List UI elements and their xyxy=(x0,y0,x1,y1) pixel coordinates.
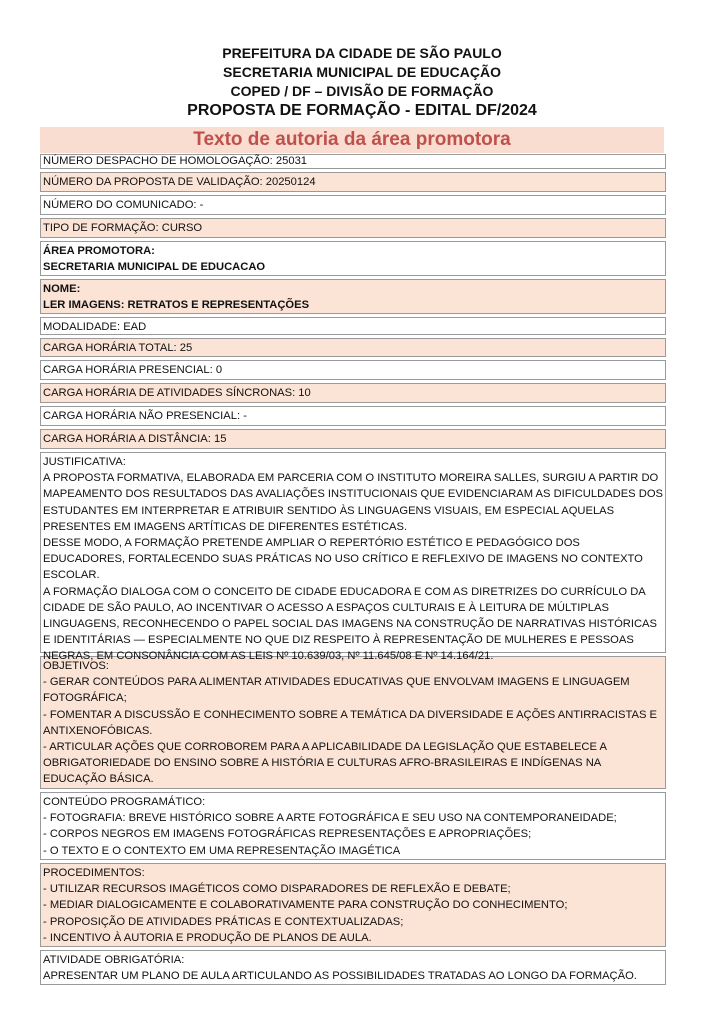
field-modalidade xyxy=(40,317,666,335)
field-carga-presencial xyxy=(40,360,666,380)
objetivos-label: OBJETIVOS: xyxy=(43,660,109,672)
document-title: PROPOSTA DE FORMAÇÃO - EDITAL DF/2024 xyxy=(187,102,537,119)
field-procedimentos xyxy=(40,863,666,947)
field-carga-distancia xyxy=(40,429,666,449)
procedimentos-item: - UTILIZAR RECURSOS IMAGÉTICOS COMO DISPARADORES DE REFLEXÃO E DEBATE; xyxy=(43,883,511,896)
field-proposta xyxy=(40,172,666,192)
field-value: - xyxy=(243,410,247,422)
procedimentos-item: - PROPOSIÇÃO DE ATIVIDADES PRÁTICAS E CONTEXTUALIZADAS; xyxy=(43,915,404,928)
field-value: CURSO xyxy=(161,222,203,234)
field-carga-total xyxy=(40,338,666,357)
justificativa-paragraph: DESSE MODO, A FORMAÇÃO PRETENDE AMPLIAR O REPERTÓRIO ESTÉTICO E PEDAGÓGICO DOS EDUCADORES, FORTALECENDO SUAS PRÁTICAS NO USO CRÍTICO E REFLEXIVO DE IMAGENS NO CONTEXTO ESCOLAR. xyxy=(43,537,643,582)
field-despacho xyxy=(40,154,666,169)
justificativa-label: JUSTIFICATIVA: xyxy=(43,456,126,468)
conteudo-item: - FOTOGRAFIA: BREVE HISTÓRICO SOBRE A ARTE FOTOGRÁFICA E SEU USO NA CONTEMPORANEIDADE; xyxy=(43,812,617,825)
field-label: NÚMERO DESPACHO DE HOMOLOGAÇÃO: xyxy=(43,155,273,167)
field-tipo xyxy=(40,218,666,238)
field-carga-nao-presencial xyxy=(40,406,666,426)
field-label: MODALIDADE: xyxy=(43,321,121,333)
procedimentos-label: PROCEDIMENTOS: xyxy=(43,867,145,879)
field-value: 25 xyxy=(179,342,193,354)
field-label: TIPO DE FORMAÇÃO: xyxy=(43,222,159,234)
atividade-value: APRESENTAR UM PLANO DE AULA ARTICULANDO AS POSSIBILIDADES TRATADAS AO LONGO DA FORMAÇÃO. xyxy=(43,970,637,983)
field-comunicado xyxy=(40,195,666,215)
field-area-promotora xyxy=(40,241,666,276)
field-label: CARGA HORÁRIA NÃO PRESENCIAL: xyxy=(43,410,241,422)
field-carga-sincronas xyxy=(40,383,666,403)
procedimentos-item: - MEDIAR DIALOGICAMENTE E COLABORATIVAMENTE PARA CONSTRUÇÃO DO CONHECIMENTO; xyxy=(43,899,568,912)
document-header xyxy=(0,44,724,121)
field-atividade-obrigatoria xyxy=(40,950,666,985)
objetivos-item: - FOMENTAR A DISCUSSÃO E CONHECIMENTO SOBRE A TEMÁTICA DA DIVERSIDADE E AÇÕES ANTIRRACISTAS E ANTIXENOFÓBICAS. xyxy=(43,708,657,737)
field-nome xyxy=(40,279,666,314)
field-label: NÚMERO DO COMUNICADO: xyxy=(43,199,197,211)
procedimentos-item: - INCENTIVO À AUTORIA E PRODUÇÃO DE PLANOS DE AULA. xyxy=(43,931,372,944)
header-line-prefeitura: PREFEITURA DA CIDADE DE SÃO PAULO xyxy=(222,45,502,61)
objetivos-item: - ARTICULAR AÇÕES QUE CORROBOREM PARA A APLICABILIDADE DA LEGISLAÇÃO QUE ESTABELECE A OBRIGATORIEDADE DO ENSINO SOBRE A HISTÓRIA E CULTURAS AFRO-BRASILEIRAS E INDÍGENAS NA EDUCAÇÃO BÁSICA. xyxy=(43,741,607,786)
conteudo-item: - O TEXTO E O CONTEXTO EM UMA REPRESENTAÇÃO IMAGÉTICA xyxy=(43,844,401,857)
field-label: CARGA HORÁRIA TOTAL: xyxy=(43,342,177,354)
section-subtitle: Texto de autoria da área promotora xyxy=(40,127,664,153)
atividade-label: ATIVIDADE OBRIGATÓRIA: xyxy=(43,954,185,966)
field-value: - xyxy=(199,199,204,211)
field-value: 20250124 xyxy=(265,176,316,188)
field-objetivos xyxy=(40,656,666,789)
header-line-secretaria: SECRETARIA MUNICIPAL DE EDUCAÇÃO xyxy=(223,64,501,80)
field-label: ÁREA PROMOTORA: xyxy=(43,245,155,257)
header-line-coped: COPED / DF – DIVISÃO DE FORMAÇÃO xyxy=(230,83,494,99)
conteudo-label: CONTEÚDO PROGRAMÁTICO: xyxy=(43,796,206,808)
field-justificativa xyxy=(40,452,666,663)
field-label: CARGA HORÁRIA A DISTÂNCIA: xyxy=(43,433,211,445)
field-value: EAD xyxy=(123,321,147,333)
field-value: 25031 xyxy=(275,155,308,167)
field-label: NÚMERO DA PROPOSTA DE VALIDAÇÃO: xyxy=(43,176,263,188)
conteudo-item: - CORPOS NEGROS EM IMAGENS FOTOGRÁFICAS REPRESENTAÇÕES E APROPRIAÇÕES; xyxy=(43,828,532,841)
field-conteudo-programatico xyxy=(40,792,666,860)
field-label: NOME: xyxy=(43,283,81,295)
form-fields xyxy=(40,154,666,988)
field-value: LER IMAGENS: RETRATOS E REPRESENTAÇÕES xyxy=(43,299,310,312)
field-label: CARGA HORÁRIA PRESENCIAL: xyxy=(43,364,213,376)
field-label: CARGA HORÁRIA DE ATIVIDADES SÍNCRONAS: xyxy=(43,387,296,399)
field-value: 0 xyxy=(215,364,223,376)
field-value: SECRETARIA MUNICIPAL DE EDUCACAO xyxy=(43,261,266,274)
field-value: 10 xyxy=(298,387,311,399)
field-value: 15 xyxy=(213,433,227,445)
justificativa-paragraph: A PROPOSTA FORMATIVA, ELABORADA EM PARCERIA COM O INSTITUTO MOREIRA SALLES, SURGIU A PARTIR DO MAPEAMENTO DOS RESULTADOS DAS AVALIAÇÕES INSTITUCIONAIS QUE EVIDENCIARAM AS DIFICULDADES DOS ESTUDANTES EM INTERPRETAR E ATRIBUIR SENTIDO ÀS LINGUAGENS VISUAIS, EM ESPECIAL AQUELAS PRESENTES EM IMAGENS ARTÍTICAS DE DIFERENTES ESTÉTICAS. xyxy=(43,472,663,533)
justificativa-paragraph: A FORMAÇÃO DIALOGA COM O CONCEITO DE CIDADE EDUCADORA E COM AS DIRETRIZES DO CURRÍCULO DA CIDADE DE SÃO PAULO, AO INCENTIVAR O ACESSO A ESPAÇOS CULTURAIS E À LEITURA DE MÚLTIPLAS LINGUAGENS, RECONHECENDO O PAPEL SOCIAL DAS IMAGENS NA CONSTRUÇÃO DE NARRATIVAS HISTÓRICAS E IDENTITÁRIAS — ESPECIALMENTE NO QUE DIZ RESPEITO À REPRESENTAÇÃO DE MULHERES E PESSOAS NEGRAS, EM CONSONÂNCIA COM AS LEIS Nº 10.639/03, Nº 11.645/08 E Nº 14.164/21. xyxy=(43,585,657,663)
objetivos-item: - GERAR CONTEÚDOS PARA ALIMENTAR ATIVIDADES EDUCATIVAS QUE ENVOLVAM IMAGENS E LINGUAGEM FOTOGRÁFICA; xyxy=(43,676,630,705)
